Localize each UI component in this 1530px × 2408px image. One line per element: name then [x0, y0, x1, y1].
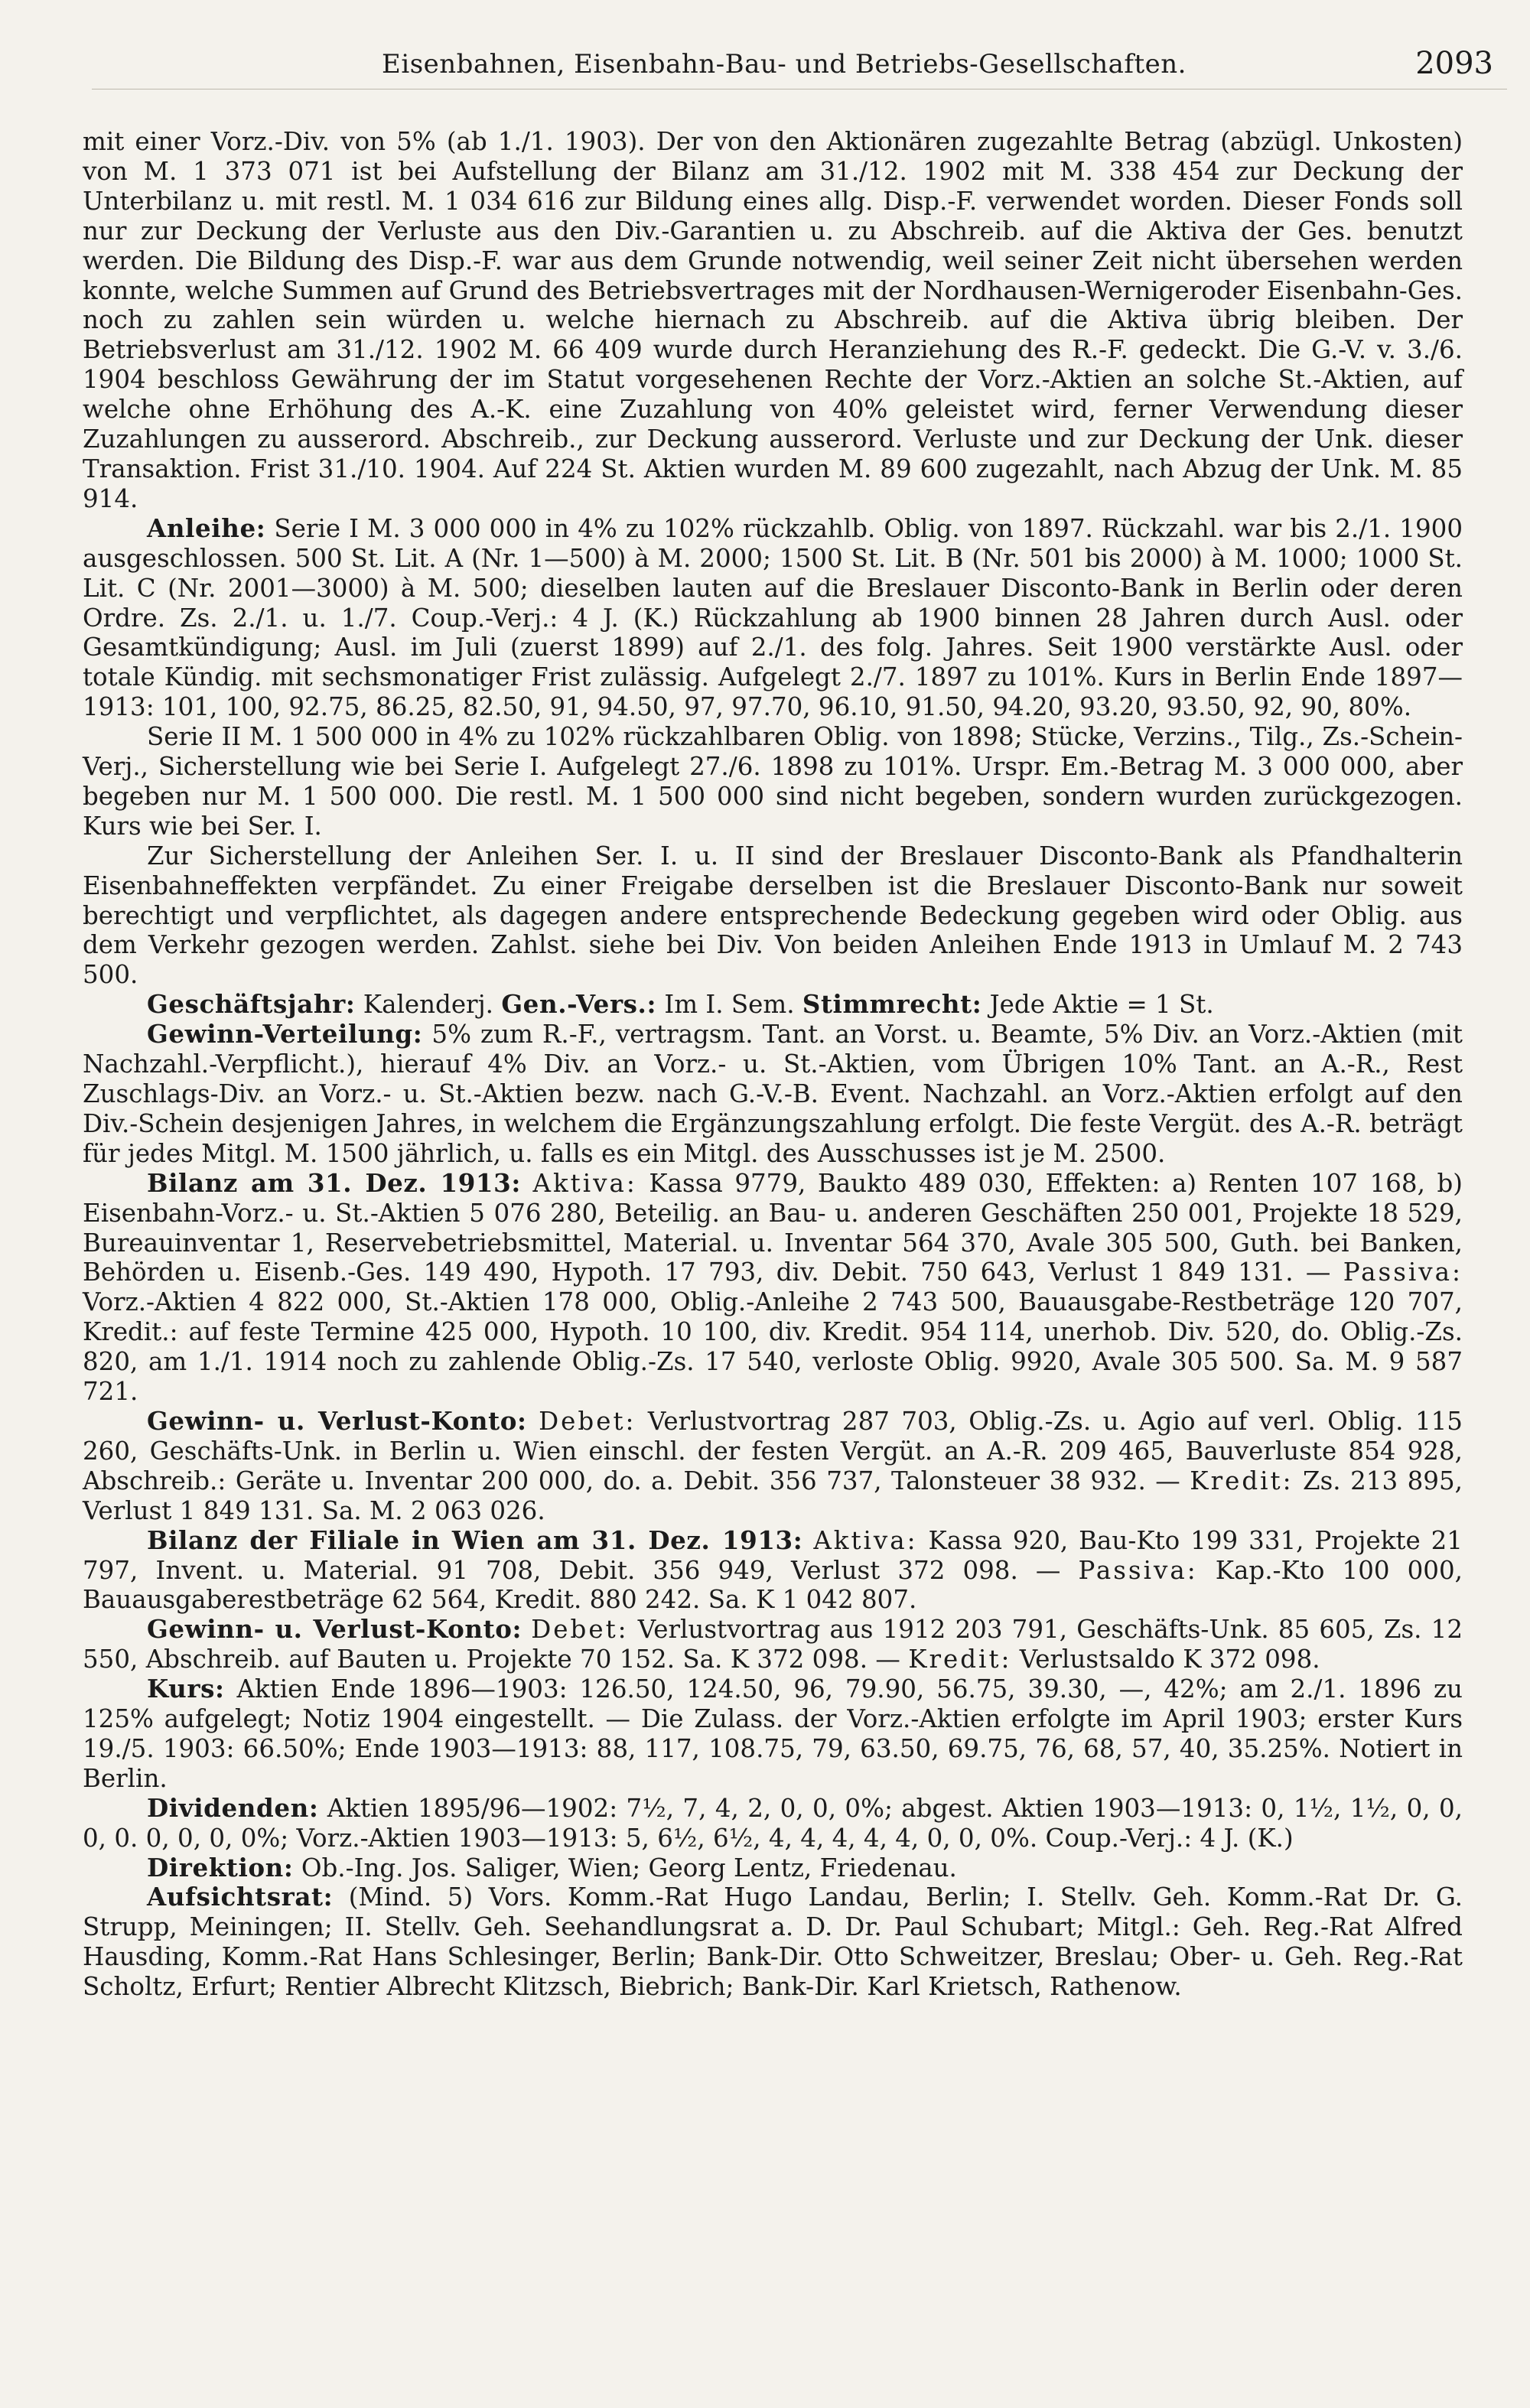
paragraph [83, 127, 1463, 514]
section-heading: Gewinn- u. Verlust-Konto: [147, 1405, 527, 1436]
paragraph-text: 5% zum R.-F., vertragsm. Tant. an Vorst. u. Beamte, 5% Div. an Vorz.-Aktien (mit Nachzahl.-Verpflicht.), hierauf 4% Div. an Vorz.- u. St.-Aktien, vom Übrigen 10% Tant. an A.-R., Rest Zuschlags-Div. an Vorz.- u. St.-Aktien bezw. nach G.-V.-B. Event. Nachzahl. an Vorz.-Aktien erfolgt auf den Div.-Schein desjenigen Jahres, in welchem die Ergänzungszahlung erfolgt. Die feste Vergüt. des A.-R. beträgt für jedes Mitgl. M. 1500 jährlich, u. falls es ein Mitgl. des Ausschusses ist je M. 2500. [83, 1020, 1463, 1168]
section-heading: Gewinn- u. Verlust-Konto: [147, 1614, 522, 1645]
running-head-title: Eisenbahnen, Eisenbahn-Bau- und Betriebs-Gesellschaften. [382, 49, 1187, 80]
paragraph-text: Kalenderj. [355, 990, 502, 1020]
paragraph [83, 1882, 1463, 2002]
paragraph-text: Kassa 9779, Baukto 489 030, Effekten: a) Renten 107 168, b) Eisenbahn-Vorz.- u. St.-Aktien 5 076 280, Beteilig. an Bau- u. anderen Geschäften 250 001, Projekte 18 529, Bureauinventar 1, Reservebetriebsmittel, Material. u. Inventar 564 370, Avale 305 500, Guth. bei Banken, Behörden u. Eisenb.-Ges. 149 490, Hypoth. 17 793, div. Debit. 750 643, Verlust 1 849 131. — [83, 1168, 1463, 1287]
paragraph-text: Vorz.-Aktien 4 822 000, St.-Aktien 178 000, Oblig.-Anleihe 2 743 500, Bauausgabe-Restbeträge 120 707, Kredit.: auf feste Termine 425 000, Hypoth. 10 100, div. Kredit. 954 114, unerhob. Div. 520, do. Oblig.-Zs. 820, am 1./1. 1914 noch zu zahlende Oblig.-Zs. 17 540, verloste Oblig. 9920, Avale 305 500. Sa. M. 9 587 721. [83, 1287, 1463, 1407]
paragraph-text [522, 1615, 531, 1644]
section-heading: Direktion: [147, 1852, 294, 1882]
section-heading: Anleihe: [147, 513, 266, 543]
paragraph-text [802, 1526, 813, 1555]
paragraph-text: Aktien 1895/96—1902: 7½, 7, 4, 2, 0, 0, 0%; abgest. Aktien 1903—1913: 0, 1½, 1½, 0, 0, 0, 0. 0, 0, 0, 0%; Vorz.-Aktien 1903—1913: 5, 6½, 6½, 4, 4, 4, 4, 4, 0, 0, 0%. Coup.-Verj.: 4 J. (K.) [83, 1793, 1463, 1853]
paragraph-text: Serie II M. 1 500 000 in 4% zu 102% rückzahlbaren Oblig. von 1898; Stücke, Verzins., Tilg., Zs.-Schein-Verj., Sicherstellung wie bei Serie I. Aufgelegt 27./6. 1898 zu 101%. Urspr. Em.-Betrag M. 3 000 000, aber begeben nur M. 1 500 000. Die restl. M. 1 500 000 sind nicht begeben, sondern wurden zurückgezogen. Kurs wie bei Ser. I. [83, 722, 1463, 841]
paragraph [83, 1853, 1463, 1883]
section-heading: Geschäftsjahr: [147, 989, 356, 1020]
paragraph [83, 1615, 1463, 1674]
section-heading: Bilanz am 31. Dez. 1913: [147, 1167, 521, 1198]
paragraph-text: Zs. 213 895, Verlust 1 849 131. Sa. M. 2 063 026. [83, 1466, 1463, 1525]
paragraph-text: mit einer Vorz.-Div. von 5% (ab 1./1. 1903). Der von den Aktionären zugezahlte Betrag (abzügl. Unkosten) von M. 1 373 071 ist bei Aufstellung der Bilanz am 31./12. 1902 mit M. 338 454 zur Deckung der Unterbilanz u. mit restl. M. 1 034 616 zur Bildung eines allg. Disp.-F. verwendet worden. Dieser Fonds soll nur zur Deckung der Verluste aus den Div.-Garantien u. zu Abschreib. auf die Aktiva der Ges. benutzt werden. Die Bildung des Disp.-F. war aus dem Grunde notwendig, weil seiner Zeit nicht übersehen werden konnte, welche Summen auf Grund des Betriebsvertrages mit der Nordhausen-Wernigeroder Eisenbahn-Ges. noch zu zahlen sein würden u. welche hiernach zu Abschreib. auf die Aktiva übrig bleiben. Der Betriebsverlust am 31./12. 1902 M. 66 409 wurde durch Heranziehung des R.-F. gedeckt. Die G.-V. v. 3./6. 1904 beschloss Gewährung der im Statut vorgesehenen Rechte der Vorz.-Aktien an solche St.-Aktien, auf welche ohne Erhöhung des A.-K. eine Zuzahlung von 40% geleistet wird, ferner Verwendung dieser Zuzahlungen zu ausserord. Abschreib., zur Deckung ausserord. Verluste und zur Deckung der Unk. dieser Transaktion. Frist 31./10. 1904. Auf 224 St. Aktien wurden M. 89 600 zugezahlt, nach Abzug der Unk. M. 85 914. [83, 127, 1463, 513]
account-label: Kredit: [1190, 1466, 1294, 1495]
account-label: Debet: [531, 1615, 629, 1645]
section-heading: Dividenden: [147, 1792, 319, 1823]
paragraph-text [527, 1407, 539, 1436]
paragraph-text: Ob.-Ing. Jos. Saliger, Wien; Georg Lentz, Friedenau. [293, 1853, 957, 1882]
paragraph-text: Kap.-Kto 100 000, Bauausgaberestbeträge 62 564, Kredit. 880 242. Sa. K 1 042 807. [83, 1555, 1463, 1615]
account-label: Kredit: [908, 1645, 1012, 1674]
paragraph-text: Verlustvortrag aus 1912 203 791, Geschäfts-Unk. 85 605, Zs. 12 550, Abschreib. auf Bauten u. Projekte 70 152. Sa. K 372 098. — [83, 1615, 1463, 1674]
section-heading: Bilanz der Filiale in Wien am 31. Dez. 1913: [147, 1525, 803, 1555]
paragraph [83, 841, 1463, 991]
paragraph-text: Jede Aktie = 1 St. [981, 990, 1214, 1020]
paragraph [83, 1674, 1463, 1794]
section-heading: Stimmrecht: [802, 989, 982, 1020]
paragraph [83, 1526, 1463, 1616]
paragraph-text: Serie I M. 3 000 000 in 4% zu 102% rückzahlb. Oblig. von 1897. Rückzahl. war bis 2./1. 1900 ausgeschlossen. 500 St. Lit. A (Nr. 1—500) à M. 2000; 1500 St. Lit. B (Nr. 501 bis 2000) à M. 1000; 1000 St. Lit. C (Nr. 2001—3000) à M. 500; dieselben lauten auf die Breslauer Disconto-Bank in Berlin oder deren Ordre. Zs. 2./1. u. 1./7. Coup.-Verj.: 4 J. (K.) Rückzahlung ab 1900 binnen 28 Jahren durch Ausl. oder Gesamtkündigung; Ausl. im Juli (zuerst 1899) auf 2./1. des folg. Jahres. Seit 1900 verstärkte Ausl. oder totale Kündig. mit sechsmonatiger Frist zulässig. Aufgelegt 2./7. 1897 zu 101%. Kurs in Berlin Ende 1897—1913: 101, 100, 92.75, 86.25, 82.50, 91, 94.50, 97, 97.70, 96.10, 91.50, 94.20, 93.20, 93.50, 92, 90, 80%. [83, 513, 1463, 722]
paragraph [83, 722, 1463, 841]
paragraph-text: (Mind. 5) Vors. Komm.-Rat Hugo Landau, Berlin; I. Stellv. Geh. Komm.-Rat Dr. G. Strupp, Meiningen; II. Stellv. Geh. Seehandlungsrat a. D. Dr. Paul Schubart; Mitgl.: Geh. Reg.-Rat Alfred Hausding, Komm.-Rat Hans Schlesinger, Berlin; Bank-Dir. Otto Schweitzer, Breslau; Ober- u. Geh. Reg.-Rat Scholtz, Erfurt; Rentier Albrecht Klitzsch, Biebrich; Bank-Dir. Karl Krietsch, Rathenow. [83, 1882, 1463, 2002]
account-label: Aktiva: [813, 1525, 918, 1555]
paragraph-text: Zur Sicherstellung der Anleihen Ser. I. u. II sind der Breslauer Disconto-Bank als Pfandhalterin Eisenbahneffekten verpfändet. Zu einer Freigabe derselben ist die Breslauer Disconto-Bank nur soweit berechtigt und verpflichtet, als dagegen andere entsprechende Bedeckung gegeben wird oder Oblig. aus dem Verkehr gezogen werden. Zahlst. siehe bei Div. Von beiden Anleihen Ende 1913 in Umlauf M. 2 743 500. [83, 841, 1463, 990]
account-label: Debet: [539, 1406, 636, 1436]
account-label: Passiva: [1078, 1555, 1198, 1585]
paragraph [83, 1169, 1463, 1407]
section-heading: Kurs: [147, 1674, 225, 1704]
section-heading: Aufsichtsrat: [147, 1882, 334, 1912]
account-label: Aktiva: [532, 1168, 637, 1198]
paragraph [83, 1020, 1463, 1169]
paragraph-text: Aktien Ende 1896—1903: 126.50, 124.50, 96, 79.90, 56.75, 39.30, —, 42%; am 2./1. 1896 zu 125% aufgelegt; Notiz 1904 eingestellt. — Die Zulass. der Vorz.-Aktien erfolgte im April 1903; erster Kurs 19./5. 1903: 66.50%; Ende 1903—1913: 88, 117, 108.75, 79, 63.50, 69.75, 76, 68, 57, 40, 35.25%. Notiert in Berlin. [83, 1674, 1463, 1793]
running-head [92, 46, 1507, 89]
paragraph [83, 514, 1463, 722]
body-text [83, 127, 1463, 2002]
account-label: Passiva: [1343, 1258, 1463, 1287]
paragraph-text: Im I. Sem. [656, 990, 802, 1020]
paragraph-text [521, 1169, 533, 1198]
section-heading: Gen.-Vers.: [501, 989, 657, 1020]
paragraph-text: Kassa 920, Bau-Kto 199 331, Projekte 21 797, Invent. u. Material. 91 708, Debit. 356 949, Verlust 372 098. — [83, 1525, 1463, 1585]
page-number: 2093 [1415, 46, 1493, 81]
paragraph [83, 990, 1463, 1020]
section-heading: Gewinn-Verteilung: [147, 1019, 423, 1049]
paragraph [83, 1794, 1463, 1853]
paragraph-text: Verlustsaldo K 372 098. [1011, 1645, 1320, 1674]
paragraph [83, 1407, 1463, 1526]
paragraph-text: Verlustvortrag 287 703, Oblig.-Zs. u. Agio auf verl. Oblig. 115 260, Geschäfts-Unk. in Berlin u. Wien einschl. der festen Vergüt. an A.-R. 209 465, Bauverluste 854 928, Abschreib.: Geräte u. Inventar 200 000, do. a. Debit. 356 737, Talonsteuer 38 932. — [83, 1406, 1463, 1495]
